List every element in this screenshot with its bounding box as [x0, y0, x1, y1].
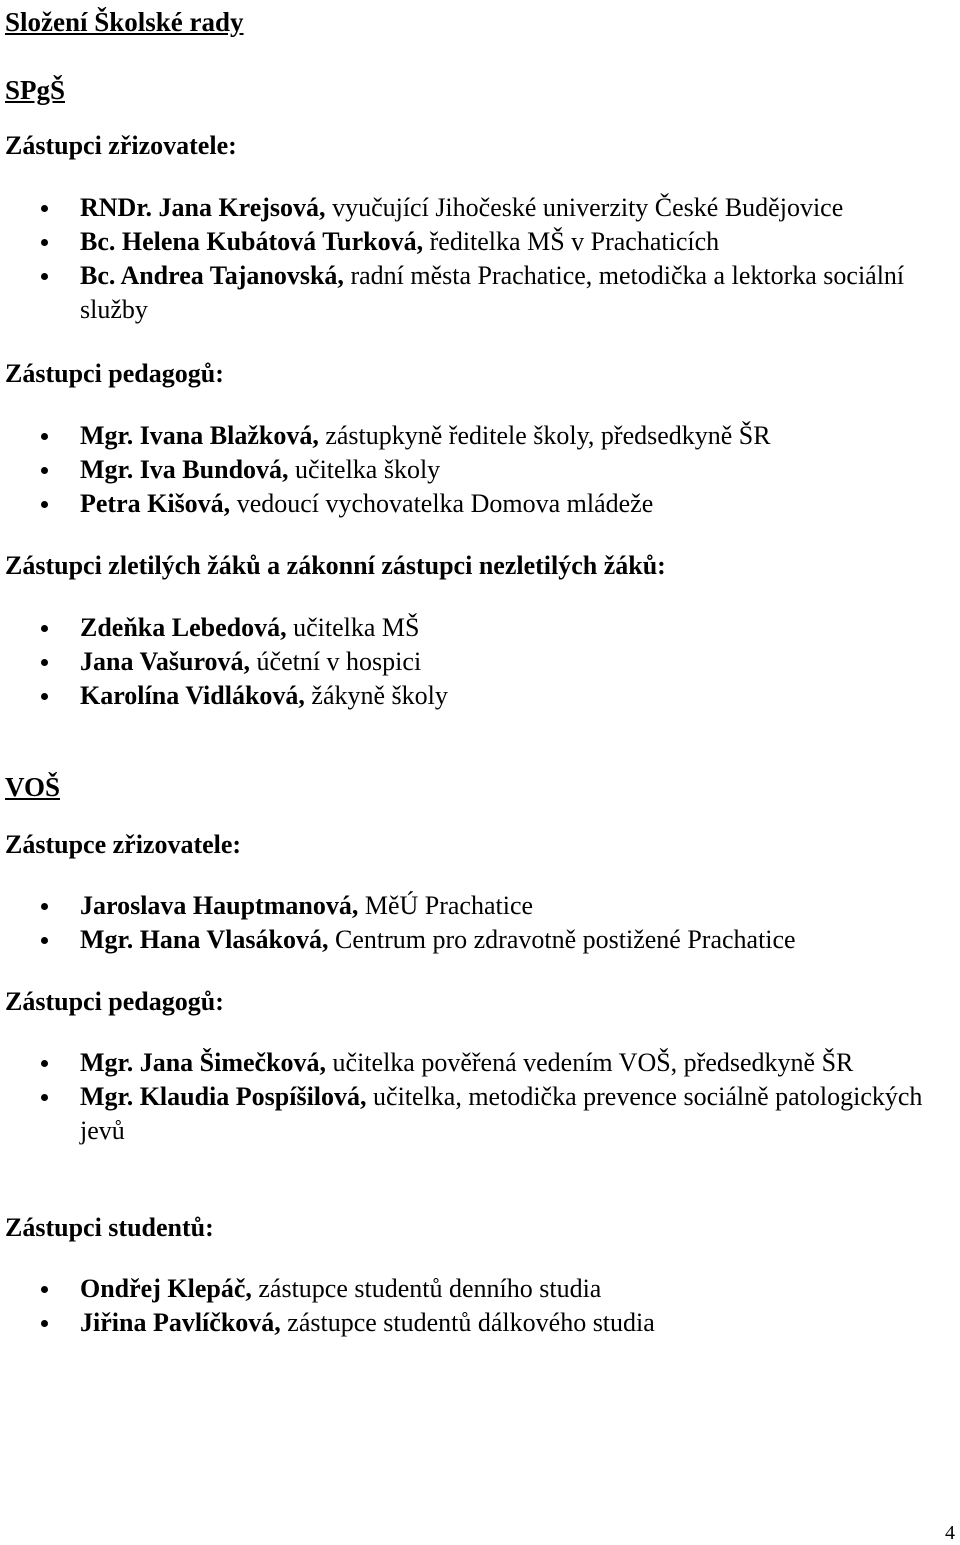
list-item	[5, 1306, 905, 1340]
group-label-spgs-zrizovatel: Zástupci zřizovatele:	[5, 131, 237, 160]
member-role: zástupce studentů dálkového studia	[280, 1308, 655, 1337]
member-name: Karolína Vidláková,	[80, 681, 305, 710]
member-list-vos-zrizovatel	[5, 889, 905, 957]
bullet-icon	[41, 1094, 48, 1101]
list-item	[5, 453, 905, 487]
group-label-vos-pedagogove: Zástupci pedagogů:	[5, 987, 224, 1016]
member-role: učitelka, metodička prevence sociálně patologických jevů	[80, 1082, 923, 1145]
member-list-spgs-zrizovatel	[5, 191, 905, 327]
bullet-icon	[41, 239, 48, 246]
list-item	[5, 419, 905, 453]
member-name: Mgr. Klaudia Pospíšilová,	[80, 1082, 367, 1111]
section-heading-vos: VOŠ	[5, 772, 60, 802]
member-list-spgs-pedagogove	[5, 419, 905, 521]
bullet-icon	[41, 659, 48, 666]
member-role: učitelka pověřená vedením VOŠ, předsedkyně ŠR	[326, 1048, 854, 1077]
bullet-icon	[41, 937, 48, 944]
member-name: Mgr. Iva Bundová,	[80, 455, 289, 484]
member-name: Petra Kišová,	[80, 489, 231, 518]
list-item	[5, 679, 905, 713]
group-label-spgs-zaci: Zástupci zletilých žáků a zákonní zástupci nezletilých žáků:	[5, 551, 666, 580]
member-role: vedoucí vychovatelka Domova mládeže	[230, 489, 654, 518]
bullet-icon	[41, 205, 48, 212]
list-item	[5, 225, 905, 259]
bullet-icon	[41, 903, 48, 910]
member-role: ředitelka MŠ v Prachaticích	[423, 227, 720, 256]
member-name: Bc. Helena Kubátová Turková,	[80, 227, 424, 256]
member-role: účetní v hospici	[250, 647, 422, 676]
group-label-spgs-pedagogove: Zástupci pedagogů:	[5, 359, 224, 388]
group-label-vos-studenti: Zástupci studentů:	[5, 1213, 214, 1242]
list-item	[5, 191, 905, 225]
bullet-icon	[41, 693, 48, 700]
list-item	[5, 923, 905, 957]
member-role: MěÚ Prachatice	[358, 891, 534, 920]
list-item	[5, 611, 905, 645]
member-role: zástupkyně ředitele školy, předsedkyně ŠR	[318, 421, 771, 450]
member-name: Jaroslava Hauptmanová,	[80, 891, 359, 920]
bullet-icon	[41, 433, 48, 440]
member-list-vos-pedagogove	[5, 1046, 923, 1148]
list-item	[5, 1080, 930, 1148]
member-name: Mgr. Ivana Blažková,	[80, 421, 319, 450]
member-name: Mgr. Hana Vlasáková,	[80, 925, 329, 954]
member-list-spgs-zaci	[5, 611, 905, 713]
bullet-icon	[41, 273, 48, 280]
bullet-icon	[41, 1320, 48, 1327]
member-role: Centrum pro zdravotně postižené Prachatice	[328, 925, 796, 954]
member-name: Ondřej Klepáč,	[80, 1274, 252, 1303]
section-heading-spgs: SPgŠ	[5, 75, 66, 105]
list-item	[5, 259, 930, 327]
member-role: učitelka školy	[288, 455, 441, 484]
group-label-vos-zrizovatel: Zástupce zřizovatele:	[5, 830, 242, 859]
list-item	[5, 645, 905, 679]
member-name: RNDr. Jana Krejsová,	[80, 193, 326, 222]
bullet-icon	[41, 1286, 48, 1293]
document-title: Složení Školské rady	[5, 7, 244, 37]
list-item	[5, 1272, 905, 1306]
bullet-icon	[41, 1060, 48, 1067]
member-role: žákyně školy	[304, 681, 448, 710]
member-role: zástupce studentů denního studia	[251, 1274, 602, 1303]
bullet-icon	[41, 625, 48, 632]
member-name: Mgr. Jana Šimečková,	[80, 1048, 327, 1077]
member-role: učitelka MŠ	[286, 613, 420, 642]
member-list-vos-studenti	[5, 1272, 905, 1340]
list-item	[5, 487, 905, 521]
bullet-icon	[41, 467, 48, 474]
list-item	[5, 889, 905, 923]
member-role: vyučující Jihočeské univerzity České Budějovice	[325, 193, 844, 222]
member-role: radní města Prachatice, metodička a lektorka sociální služby	[80, 261, 905, 324]
member-name: Zdeňka Lebedová,	[80, 613, 287, 642]
page-number: 4	[945, 1522, 955, 1544]
bullet-icon	[41, 501, 48, 508]
member-name: Bc. Andrea Tajanovská,	[80, 261, 344, 290]
member-name: Jiřina Pavlíčková,	[80, 1308, 281, 1337]
list-item	[5, 1046, 930, 1080]
member-name: Jana Vašurová,	[80, 647, 251, 676]
